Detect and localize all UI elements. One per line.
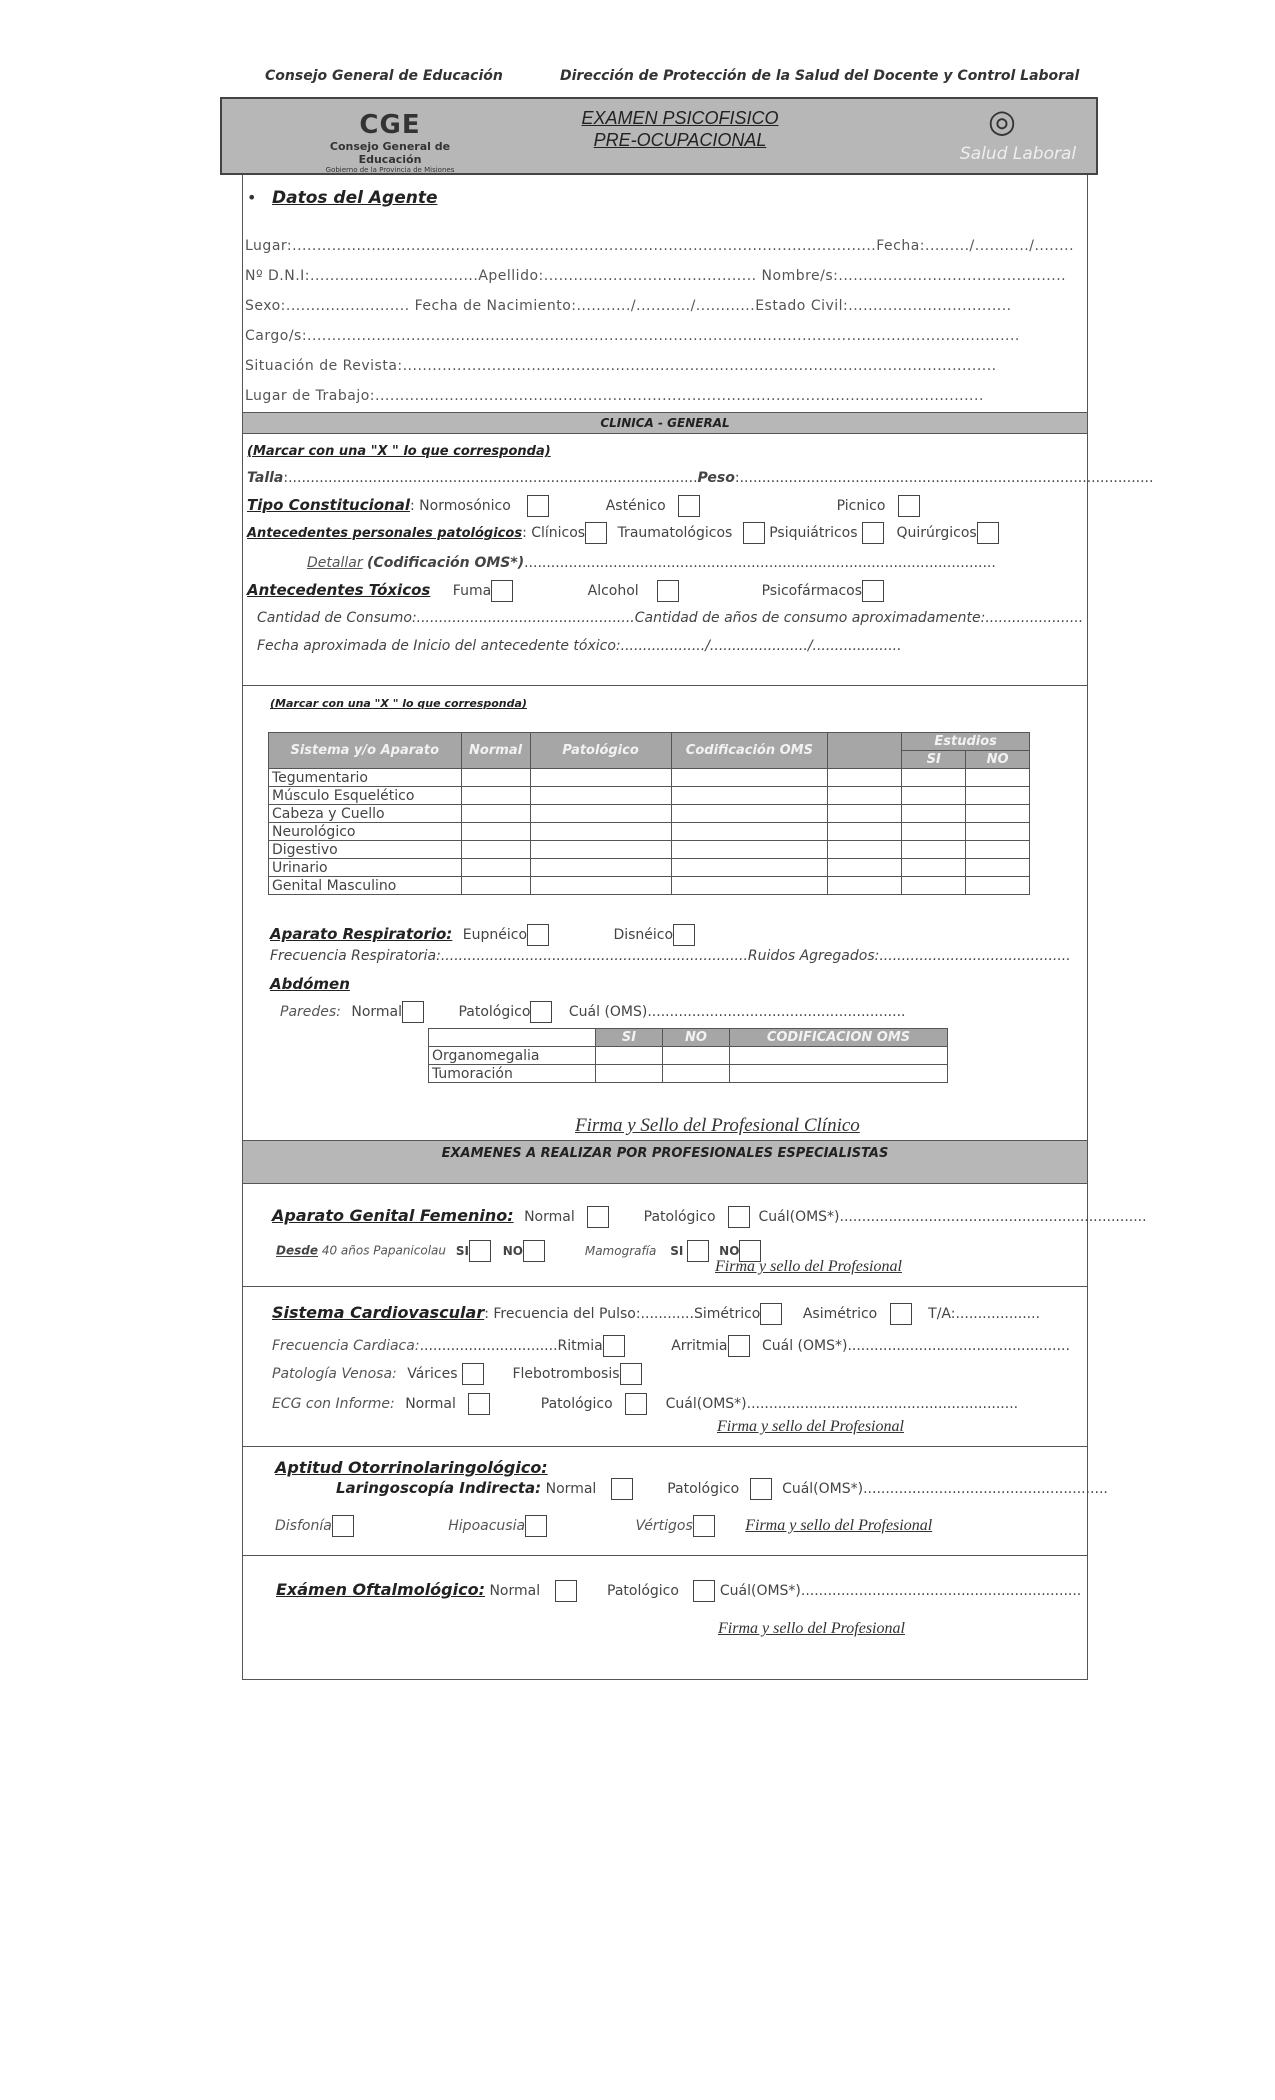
papanicolau-row — [276, 1240, 761, 1262]
table-row — [269, 841, 1030, 859]
mamografia-label: Mamografía — [584, 1243, 657, 1258]
oftalmo-title: Exámen Oftalmológico: — [276, 1580, 485, 1599]
antecedentes-label: Antecedentes personales patológicos — [247, 526, 523, 541]
talla-peso-row — [247, 470, 1153, 486]
cell[interactable] — [966, 841, 1030, 859]
oftalmo-normal-checkbox[interactable] — [555, 1580, 577, 1602]
th-si: SI — [902, 751, 966, 769]
quirurgicos-checkbox[interactable] — [977, 522, 999, 544]
separator — [242, 1555, 1088, 1556]
normosonico-checkbox[interactable] — [527, 495, 549, 517]
cell[interactable] — [663, 1047, 730, 1065]
genital-row — [272, 1206, 1147, 1228]
firma-otorrino: Firma y sello del Profesional — [745, 1517, 933, 1534]
especialistas-bar: EXAMENES A REALIZAR POR PROFESIONALES ESPECIALISTAS — [242, 1140, 1088, 1184]
detallar-label: Detallar — [307, 555, 363, 571]
detallar-field[interactable]: .......................................................................................................... — [524, 555, 996, 571]
frecuencia-cardiaca-row — [272, 1335, 1070, 1357]
papanicolau-si-label: SI — [455, 1243, 469, 1258]
oftalmo-cual-field[interactable]: Cuál(OMS*)............................................................... — [719, 1583, 1082, 1599]
cell[interactable] — [530, 823, 671, 841]
row-label: Organomegalia — [429, 1047, 596, 1065]
oftalmo-row — [276, 1580, 1081, 1602]
flebo-checkbox[interactable] — [620, 1363, 642, 1385]
hipoacusia-label: Hipoacusia — [448, 1518, 526, 1534]
papanicolau-label: 40 años Papanicolau — [321, 1243, 446, 1258]
pulso-field[interactable]: : Frecuencia del Pulso:............Simétrico — [484, 1306, 761, 1322]
cell[interactable] — [461, 877, 530, 895]
table-row — [429, 1065, 948, 1083]
paredes-patologico-checkbox[interactable] — [530, 1001, 552, 1023]
cell[interactable] — [966, 787, 1030, 805]
cell[interactable] — [902, 841, 966, 859]
table-row — [269, 859, 1030, 877]
arritmia-label: Arritmia — [671, 1338, 728, 1354]
cargo-field[interactable]: Cargo/s:................................................................................................................................................ — [245, 328, 1020, 344]
cell[interactable] — [461, 823, 530, 841]
paredes-patologico-label: Patológico — [458, 1004, 531, 1020]
venosa-row — [272, 1363, 642, 1385]
talla-label: Talla — [247, 470, 284, 486]
eupneico-label: Eupnéico — [462, 927, 528, 943]
cell[interactable] — [461, 859, 530, 877]
cge-logo — [310, 110, 470, 174]
firma-cardio: Firma y sello del Profesional — [717, 1418, 904, 1435]
frecuencia-cardiaca-label: Frecuencia Cardiaca: — [272, 1338, 420, 1354]
th-normal: Normal — [461, 733, 530, 769]
logo-name: Consejo General de Educación — [329, 140, 451, 166]
table-row — [269, 805, 1030, 823]
ecg-cual-field[interactable]: Cuál(OMS*)............................................................. — [665, 1396, 1019, 1412]
cardio-cual-field[interactable]: Cuál (OMS*).................................................. — [761, 1338, 1070, 1354]
traumatologicos-label: Traumatológicos — [617, 525, 733, 541]
genital-cual-field[interactable]: Cuál(OMS*)..................................................................... — [758, 1209, 1147, 1225]
psicofarmacos-label: Psicofármacos — [761, 583, 863, 599]
frecuencia-respiratoria-field[interactable]: Frecuencia Respiratoria:.....................................................................Ruidos Agregados:........................................... — [270, 948, 1071, 964]
row-label: Tegumentario — [269, 769, 462, 787]
ecg-normal-checkbox[interactable] — [468, 1393, 490, 1415]
cell[interactable] — [828, 859, 902, 877]
cell[interactable] — [902, 877, 966, 895]
dni-field[interactable]: Nº D.N.I:..................................Apellido:........................................... Nombre/s:.............................................. — [245, 268, 1067, 284]
oftalmo-patologico-label: Patológico — [607, 1583, 679, 1599]
traumatologicos-checkbox[interactable] — [743, 522, 765, 544]
clinica-general-bar: CLINICA - GENERAL — [242, 412, 1088, 434]
mamografia-si-label: SI — [670, 1243, 684, 1258]
th-no: NO — [966, 751, 1030, 769]
row-label: Tumoración — [429, 1065, 596, 1083]
cell[interactable] — [461, 841, 530, 859]
psiquiatricos-checkbox[interactable] — [862, 522, 884, 544]
cell[interactable] — [966, 859, 1030, 877]
separator — [242, 685, 1088, 686]
cell[interactable] — [663, 1065, 730, 1083]
th-no: NO — [663, 1029, 730, 1047]
astenico-label: Asténico — [605, 498, 666, 514]
peso-field[interactable]: :............................................................................................. — [734, 470, 1154, 486]
clinicos-checkbox[interactable] — [585, 522, 607, 544]
situacion-field[interactable]: Situación de Revista:........................................................................................................................ — [245, 358, 997, 374]
disfonia-checkbox[interactable] — [332, 1515, 354, 1537]
direccion-name: Dirección de Protección de la Salud del Docente y Control Laboral — [560, 68, 1080, 84]
cell[interactable] — [966, 769, 1030, 787]
cell[interactable] — [828, 823, 902, 841]
row-label: Cabeza y Cuello — [269, 805, 462, 823]
cell[interactable] — [671, 769, 828, 787]
clinicos-label: : Clínicos — [522, 525, 586, 541]
cell[interactable] — [902, 805, 966, 823]
cardio-row — [272, 1303, 1040, 1325]
flebo-label: Flebotrombosis — [512, 1366, 620, 1382]
desde-label: Desde — [276, 1243, 318, 1258]
sexo-field[interactable]: Sexo:......................... Fecha de Nacimiento:.........../.........../............Estado Civil:................................. — [245, 298, 1012, 314]
vertigos-checkbox[interactable] — [693, 1515, 715, 1537]
asimetrico-label: Asimétrico — [802, 1306, 878, 1322]
astenico-checkbox[interactable] — [678, 495, 700, 517]
genital-patologico-checkbox[interactable] — [728, 1206, 750, 1228]
cell[interactable] — [828, 787, 902, 805]
mamografia-no-label: NO — [719, 1243, 740, 1258]
table-row — [429, 1047, 948, 1065]
psicofarmacos-checkbox[interactable] — [862, 580, 884, 602]
table-row — [269, 787, 1030, 805]
cell[interactable] — [671, 859, 828, 877]
laringo-patologico-label: Patológico — [667, 1481, 740, 1497]
respiratorio-title: Aparato Respiratorio: — [270, 925, 453, 943]
cell[interactable] — [671, 787, 828, 805]
cell[interactable] — [828, 769, 902, 787]
table-row — [269, 877, 1030, 895]
paredes-label: Paredes: — [280, 1004, 341, 1020]
abdomen-table — [428, 1028, 948, 1083]
separator — [242, 1446, 1088, 1447]
table-row — [269, 769, 1030, 787]
paredes-normal-label: Normal — [351, 1004, 403, 1020]
cell[interactable] — [828, 841, 902, 859]
firma-clinico: Firma y Sello del Profesional Clínico — [575, 1115, 860, 1136]
talla-field[interactable]: :............................................................................................ — [283, 470, 698, 486]
fuma-label: Fuma — [452, 583, 492, 599]
row-label: Genital Masculino — [269, 877, 462, 895]
cell[interactable] — [671, 823, 828, 841]
normosonico-label: : Normosónico — [410, 498, 511, 514]
disneico-label: Disnéico — [613, 927, 674, 943]
th-si: SI — [596, 1029, 663, 1047]
cell[interactable] — [671, 877, 828, 895]
ecg-patologico-checkbox[interactable] — [625, 1393, 647, 1415]
marcar-instruction: (Marcar con una "X " lo que corresponda) — [247, 444, 551, 459]
org-name: Consejo General de Educación — [265, 68, 503, 84]
salud-laboral-text: Salud Laboral — [960, 144, 1077, 164]
paredes-cual-field[interactable]: Cuál (OMS).......................................................... — [568, 1004, 906, 1020]
th-codificacion: CODIFICACION OMS — [730, 1029, 948, 1047]
vertigos-label: Vértigos — [635, 1518, 693, 1534]
sintomas-row — [275, 1515, 932, 1537]
logo-mark: CGE — [359, 110, 421, 140]
ecg-patologico-label: Patológico — [540, 1396, 613, 1412]
oftalmo-normal-label: Normal — [489, 1583, 541, 1599]
varices-label: Várices — [407, 1366, 458, 1382]
laringo-normal-label: Normal — [545, 1481, 597, 1497]
venosa-label: Patología Venosa: — [272, 1366, 397, 1382]
th-blank — [429, 1029, 596, 1047]
oftalmo-patologico-checkbox[interactable] — [693, 1580, 715, 1602]
cell[interactable] — [902, 859, 966, 877]
papanicolau-no-checkbox[interactable] — [523, 1240, 545, 1262]
inicio-field[interactable]: Fecha aproximada de Inicio del antecedente tóxico:.................../....................../.................... — [257, 638, 902, 654]
bullet: • — [247, 188, 257, 207]
abdomen-title: Abdómen — [270, 975, 350, 993]
ecg-normal-label: Normal — [405, 1396, 456, 1412]
laringo-normal-checkbox[interactable] — [611, 1478, 633, 1500]
firma-genital: Firma y sello del Profesional — [715, 1258, 902, 1275]
form-subtitle: PRE-OCUPACIONAL — [593, 130, 767, 150]
ecg-row — [272, 1393, 1018, 1415]
table-row — [269, 823, 1030, 841]
genital-patologico-label: Patológico — [643, 1209, 716, 1225]
cell[interactable] — [828, 805, 902, 823]
mamografia-si-checkbox[interactable] — [687, 1240, 709, 1262]
th-sistema: Sistema y/o Aparato — [269, 733, 462, 769]
tipo-constitucional-row — [247, 495, 920, 517]
respiratorio-row — [270, 924, 695, 946]
genital-normal-label: Normal — [524, 1209, 575, 1225]
marcar-instruction-2: (Marcar con una "X " lo que corresponda) — [270, 697, 527, 710]
laringoscopia-label: Laringoscopía Indirecta: — [336, 1479, 542, 1497]
alcohol-checkbox[interactable] — [657, 580, 679, 602]
datos-agente-title: Datos del Agente — [272, 188, 438, 208]
cell[interactable] — [902, 787, 966, 805]
alcohol-label: Alcohol — [587, 583, 639, 599]
form-title: EXAMEN PSICOFISICO — [581, 108, 779, 128]
cell[interactable] — [902, 769, 966, 787]
cell[interactable] — [730, 1047, 948, 1065]
logo-sub: Gobierno de la Provincia de Misiones — [325, 166, 455, 174]
cell[interactable] — [671, 841, 828, 859]
varices-checkbox[interactable] — [462, 1363, 484, 1385]
otorrino-title: Aptitud Otorrinolaringológico: — [275, 1458, 548, 1477]
spiral-icon: ◎ — [988, 102, 1016, 140]
th-patologico: Patológico — [530, 733, 671, 769]
paredes-normal-checkbox[interactable] — [402, 1001, 424, 1023]
cell[interactable] — [828, 877, 902, 895]
cell[interactable] — [596, 1047, 663, 1065]
toxicos-label: Antecedentes Tóxicos — [247, 581, 431, 599]
cell[interactable] — [461, 769, 530, 787]
separator — [242, 1286, 1088, 1287]
cell[interactable] — [902, 823, 966, 841]
cell[interactable] — [966, 805, 1030, 823]
detallar-row — [307, 555, 996, 571]
cell[interactable] — [966, 823, 1030, 841]
cell[interactable] — [461, 805, 530, 823]
genital-normal-checkbox[interactable] — [587, 1206, 609, 1228]
picnico-checkbox[interactable] — [898, 495, 920, 517]
cell[interactable] — [530, 841, 671, 859]
row-label: Digestivo — [269, 841, 462, 859]
antecedentes-row — [247, 522, 999, 544]
ritmia-checkbox[interactable] — [603, 1335, 625, 1357]
th-estudios: Estudios — [902, 733, 1030, 751]
picnico-label: Picnico — [836, 498, 886, 514]
cell[interactable] — [530, 877, 671, 895]
psiquiatricos-label: Psiquiátricos — [769, 525, 858, 541]
cell[interactable] — [671, 805, 828, 823]
cell[interactable] — [530, 787, 671, 805]
salud-laboral-logo — [960, 100, 1100, 170]
genital-title: Aparato Genital Femenino: — [272, 1206, 514, 1225]
cell[interactable] — [530, 805, 671, 823]
consumo-field[interactable]: Cantidad de Consumo:.................................................Cantidad de años de consumo aproximadamente:...................... — [257, 610, 1084, 626]
cell[interactable] — [596, 1065, 663, 1083]
paredes-row — [280, 1001, 905, 1023]
row-label: Neurológico — [269, 823, 462, 841]
toxicos-row — [247, 580, 884, 602]
papanicolau-no-label: NO — [502, 1243, 524, 1258]
lugar-field[interactable]: Lugar:......................................................................................................................Fecha:........./.........../........ — [245, 238, 1075, 254]
laringo-patologico-checkbox[interactable] — [750, 1478, 772, 1500]
cell[interactable] — [530, 859, 671, 877]
tipo-constitucional-label: Tipo Constitucional — [247, 496, 411, 514]
disfonia-label: Disfonía — [275, 1518, 332, 1534]
simetrico-checkbox[interactable] — [760, 1303, 782, 1325]
fuma-checkbox[interactable] — [491, 580, 513, 602]
codificacion-label: (Codificación OMS*) — [367, 555, 525, 571]
cell[interactable] — [530, 769, 671, 787]
cardio-title: Sistema Cardiovascular — [272, 1303, 485, 1322]
th-blank — [828, 733, 902, 769]
row-label: Urinario — [269, 859, 462, 877]
asimetrico-checkbox[interactable] — [890, 1303, 912, 1325]
cell[interactable] — [966, 877, 1030, 895]
laringo-cual-field[interactable]: Cuál(OMS*)....................................................... — [782, 1481, 1108, 1497]
lugar-trabajo-field[interactable]: Lugar de Trabajo:........................................................................................................................... — [245, 388, 984, 404]
disneico-checkbox[interactable] — [673, 924, 695, 946]
firma-oftalmo: Firma y sello del Profesional — [718, 1620, 905, 1637]
ta-field[interactable]: T/A:................... — [928, 1306, 1041, 1322]
cell[interactable] — [461, 787, 530, 805]
eupneico-checkbox[interactable] — [527, 924, 549, 946]
papanicolau-si-checkbox[interactable] — [469, 1240, 491, 1262]
ritmia-label[interactable]: ...............................Ritmia — [419, 1338, 603, 1354]
cell[interactable] — [730, 1065, 948, 1083]
hipoacusia-checkbox[interactable] — [525, 1515, 547, 1537]
th-codificacion: Codificación OMS — [671, 733, 828, 769]
arritmia-checkbox[interactable] — [728, 1335, 750, 1357]
peso-label: Peso — [697, 470, 735, 486]
laringoscopia-row — [336, 1478, 1108, 1500]
ecg-label: ECG con Informe: — [272, 1396, 395, 1412]
quirurgicos-label: Quirúrgicos — [896, 525, 977, 541]
row-label: Músculo Esquelético — [269, 787, 462, 805]
sistemas-table — [268, 732, 1030, 895]
